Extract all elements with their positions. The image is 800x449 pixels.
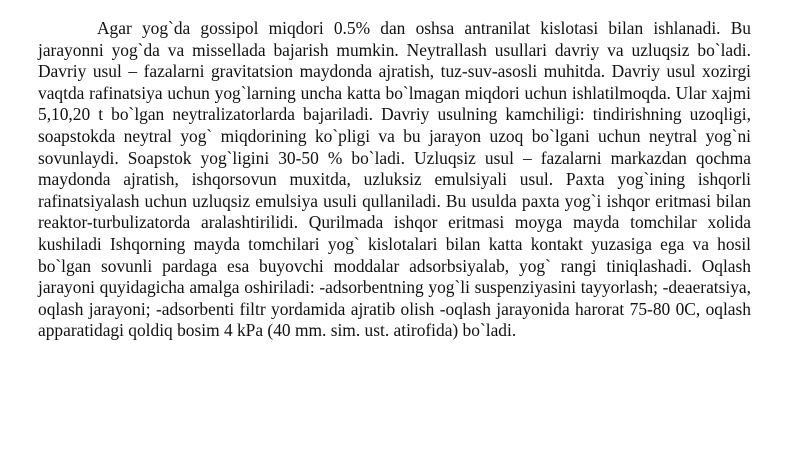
body-paragraph: Agar yog`da gossipol miqdori 0.5% dan oshsa antranilat kislotasi bilan ishlanadi. Bu jarayonni yog`da va missellada bajarish mumkin. Neytrallash usullari davriy va uzluqsiz bo`ladi. Davriy usul – fazalarni gravitatsion maydonda ajratish, tuz-suv-asosli muhitda. Davriy usul xozirgi vaqtda rafinatsiya uchun yog`larning uncha katta bo`lmagan miqdori uchun ishlatilmoqda. Ular xajmi 5,10,20 t bo`lgan neytralizatorlarda bajariladi. Davriy usulning kamchiligi: tindirishning uzoqligi, soapstokda neytral yog` miqdorining ko`pligi va bu jarayon uzoq bo`lgani uchun neytral yog`ni sovunlaydi. Soapstok yog`ligini 30-50 % bo`ladi. Uzluqsiz usul – fazalarni markazdan qochma maydonda ajratish, ishqorsovun muxitda, uzluksiz emulsiyali usul. Paxta yog`ining ishqorli rafinatsiyalash uchun uzluqsiz emulsiya usuli qullaniladi. Bu usulda paxta yog`i ishqor eritmasi bilan reaktor-turbulizatorda aralashtirilidi. Qurilmada ishqor eritmasi moyga mayda tomchilar xolida kushiladi Ishqorning mayda tomchilari yog` kislotalari bilan katta kontakt yuzasiga ega va hosil bo`lgan sovunli pardaga esa buyovchi moddalar adsorbsiyalab, yog` rangi tiniqlashadi. Oqlash jarayoni quyidagicha amalga oshiriladi: -adsorbentning yog`li suspenziyasini tayyorlash; -deaeratsiya, oqlash jarayoni; -adsorbenti filtr yordamida ajratib olish -oqlash jarayonida harorat 75-80 0C, oqlash apparatidagi qoldiq bosim 4 kPa (40 mm. sim. ust. atirofida) bo`ladi. — [38, 18, 751, 341]
document-page — [38, 18, 751, 342]
